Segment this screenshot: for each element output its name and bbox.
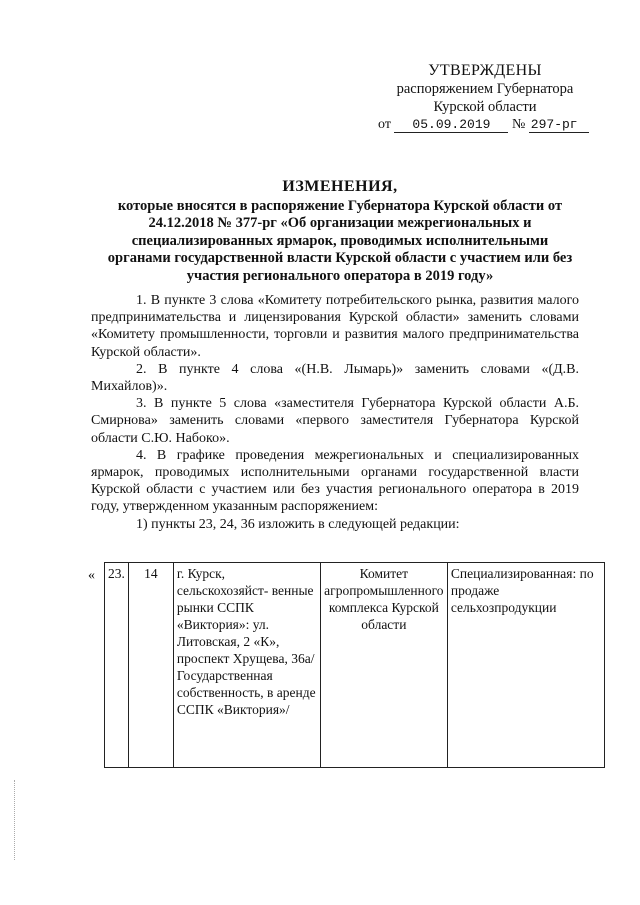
paragraph-3: 3. В пункте 5 слова «заместителя Губернатора Курской области А.Б. Смирнова» заменить словами «первого заместителя Губернатора Курской области С.Ю. Набоко». xyxy=(91,396,579,446)
approval-date: 05.09.2019 xyxy=(394,117,508,133)
title-line-2: 24.12.2018 № 377-рг «Об организации межрегиональных и xyxy=(148,215,532,231)
approval-date-number xyxy=(378,117,608,133)
table-row xyxy=(105,563,605,768)
title-line-1: которые вносятся в распоряжение Губернатора Курской области от xyxy=(117,197,563,214)
approval-line-3: Курской области xyxy=(433,99,537,115)
title-line-3: специализированных ярмарок, проводимых исполнительными xyxy=(131,232,549,249)
title-line-5: участия регионального оператора в 2019 году» xyxy=(186,267,494,284)
approval-line-2: распоряжением Губернатора xyxy=(396,81,574,97)
schedule-table xyxy=(104,562,605,768)
title-line-4: органами государственной власти Курской области с участием или без xyxy=(107,250,573,266)
title-heading: ИЗМЕНЕНИЯ, xyxy=(282,178,398,195)
approval-heading: УТВЕРЖДЕНЫ xyxy=(428,62,542,79)
approval-block xyxy=(370,62,600,116)
approval-number: 297-рг xyxy=(529,117,589,133)
number-label: № xyxy=(511,117,526,132)
cell-type: Специализированная: по продаже сельхозпродукции xyxy=(447,563,604,768)
cell-organizer: Комитет агропромышленного комплекса Курской области xyxy=(320,563,447,768)
document-body xyxy=(91,292,579,533)
cell-count: 14 xyxy=(128,563,173,768)
from-label: от xyxy=(378,117,391,132)
paragraph-4: 4. В графике проведения межрегиональных и специализированных ярмарок, проводимых исполнительными органами государственной власти Курской области с участием или без участия регионального оператора в 2019 году, утвержденном указанным распоряжением: xyxy=(91,447,579,515)
open-quote: « xyxy=(88,568,95,583)
document-title xyxy=(90,178,590,285)
margin-scan-marks xyxy=(14,780,17,860)
paragraph-1: 1. В пункте 3 слова «Комитету потребительского рынка, развития малого предпринимательства и лицензирования Курской области» заменить словами «Комитету промышленности, торговли и развития малого предпринимательства Курской области». xyxy=(91,293,579,360)
paragraph-5: 1) пункты 23, 24, 36 изложить в следующей редакции: xyxy=(136,516,460,532)
paragraph-2: 2. В пункте 4 слова «(Н.В. Лымарь)» заменить словами «(Д.В. Михайлов)». xyxy=(91,361,579,395)
cell-number: 23. xyxy=(105,563,129,768)
cell-place: г. Курск, сельскохозяйст- венные рынки ССПК «Виктория»: ул. Литовская, 2 «К», проспект Хрущева, 36а/ Государственная собственность, в аренде ССПК «Виктория»/ xyxy=(173,563,320,768)
